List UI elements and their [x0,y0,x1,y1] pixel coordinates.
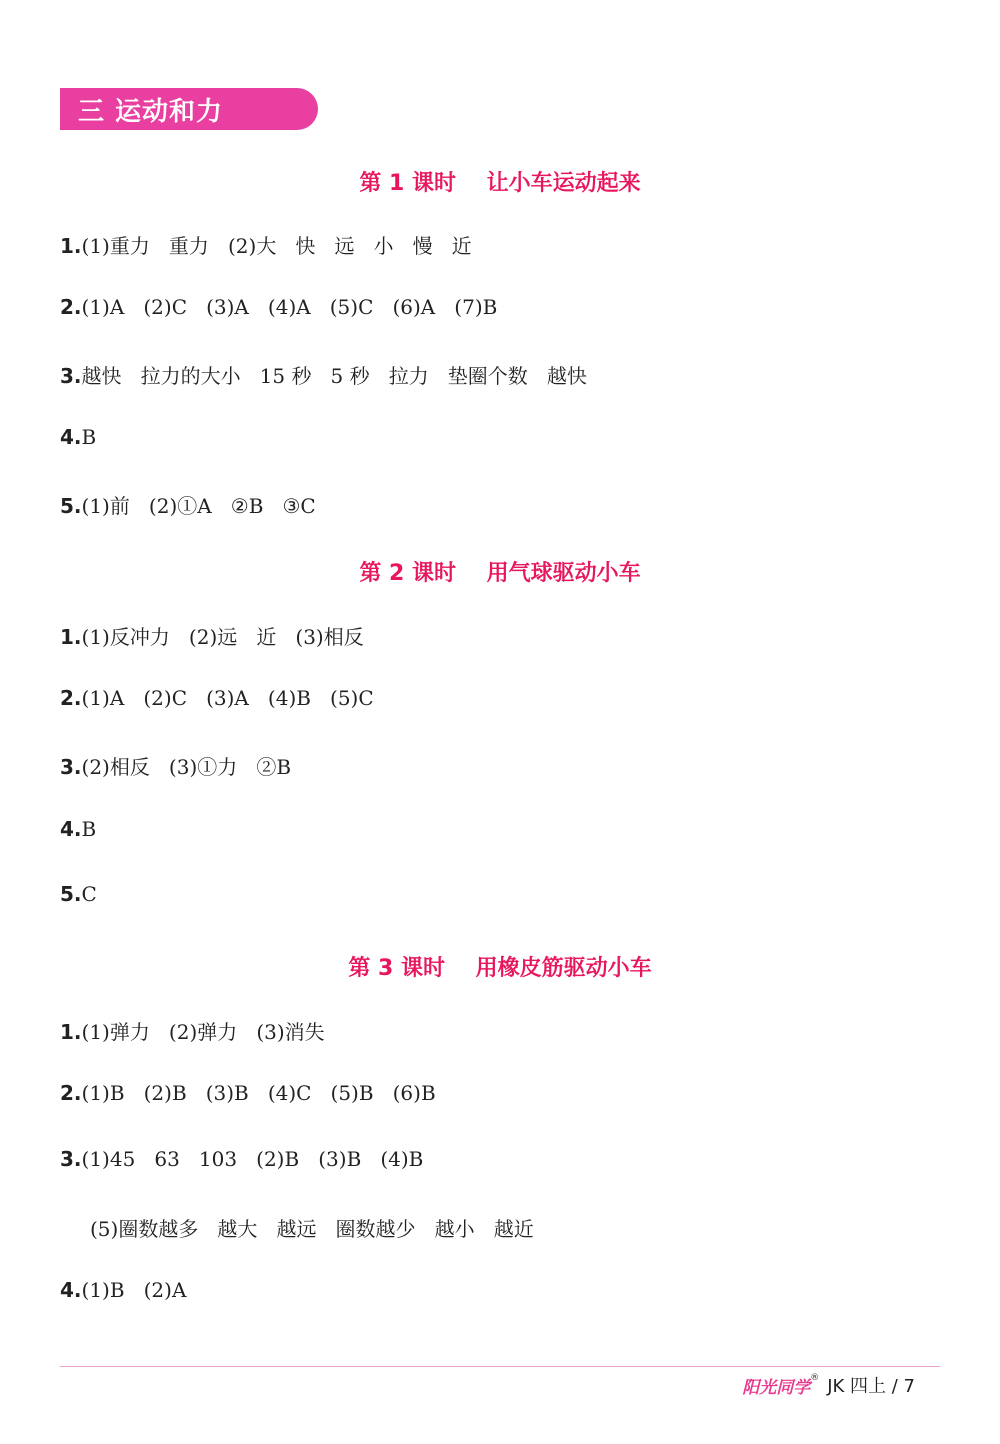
answer-row: 3.(2)相反 (3)①力 ②B [60,755,292,779]
answer-row: 1.(1)反冲力 (2)远 近 (3)相反 [60,625,364,649]
answer-row: 4.B [60,425,97,449]
lesson-1-title: 第 1 课时 让小车运动起来 [359,171,641,196]
unit-banner [60,88,318,130]
page-number: JK 四上 / 7 [827,1376,915,1397]
answer-row: 2.(1)A (2)C (3)A (4)B (5)C [60,686,374,710]
page-footer [742,1372,915,1398]
unit-title: 三 运动和力 [78,96,224,127]
answer-row: 5.C [60,882,97,906]
answer-row: 2.(1)B (2)B (3)B (4)C (5)B (6)B [60,1081,436,1105]
answer-row: 5.(1)前 (2)①A ②B ③C [60,494,316,518]
lesson-3-title: 第 3 课时 用橡皮筋驱动小车 [348,956,652,981]
answer-row: 3.越快 拉力的大小 15 秒 5 秒 拉力 垫圈个数 越快 [60,364,587,388]
answer-row: 2.(1)A (2)C (3)A (4)A (5)C (6)A (7)B [60,295,498,319]
answer-row: 4.B [60,817,97,841]
footer-divider [60,1366,940,1367]
lesson-2-title: 第 2 课时 用气球驱动小车 [359,561,641,586]
answer-row: 1.(1)重力 重力 (2)大 快 远 小 慢 近 [60,234,472,258]
answer-row-continued: (5)圈数越多 越大 越远 圈数越少 越小 越近 [90,1217,534,1241]
answer-row: 4.(1)B (2)A [60,1278,187,1302]
brand-logo: 阳光同学® [742,1372,820,1398]
answer-row: 1.(1)弹力 (2)弹力 (3)消失 [60,1020,325,1044]
answer-row: 3.(1)45 63 103 (2)B (3)B (4)B [60,1147,424,1171]
